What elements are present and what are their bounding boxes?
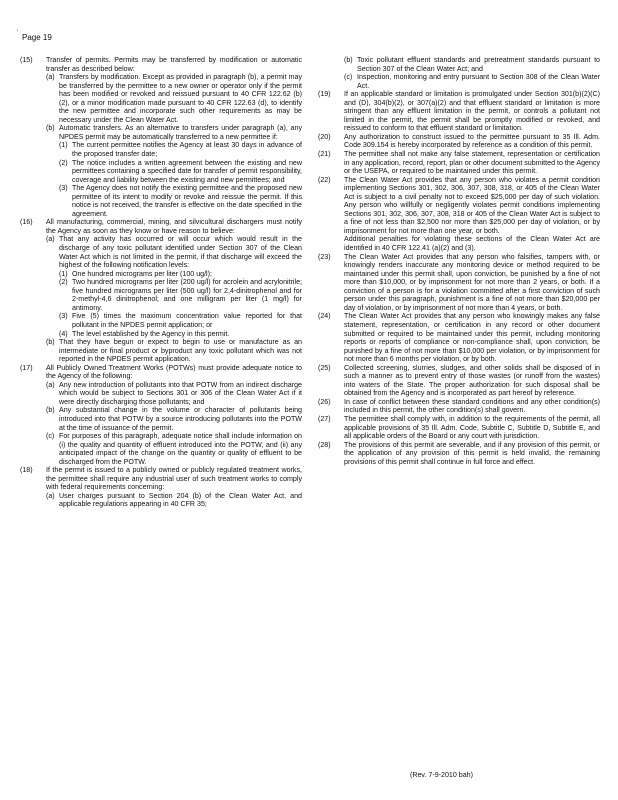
item-number: (a) <box>46 73 55 82</box>
item-text: The provisions of this permit are severable, and if any provision of this permit, or the application of any provision of this permit is held invalid, the remaining provisions of this permit shall continue in full force and effect. <box>344 440 600 466</box>
condition-16a4 <box>59 330 302 339</box>
item-text: All Publicly Owned Treatment Works (POTWs) must provide adequate notice to the Agency of the following: <box>46 363 302 381</box>
item-text: Any authorization to construct issued to the permittee pursuant to 35 Ill. Adm. Code 309.154 is hereby incorporated by reference as a condition of this permit. <box>344 132 600 150</box>
item-text: Toxic pollutant effluent standards and pretreatment standards pursuant to Section 307 of the Clean Water Act; and <box>357 56 600 73</box>
item-number: (18) <box>20 466 33 475</box>
condition-23 <box>318 253 600 313</box>
item-text: Inspection, monitoring and entry pursuant to Section 308 of the Clean Water Act. <box>357 73 600 90</box>
item-text: That they have begun or expect to begin to use or manufacture as an intermediate or final product or byproduct any toxic pollutant which was not reported in the NPDES permit application. <box>59 338 302 364</box>
item-text: The Agency does not notify the existing permittee and the proposed new permittee of its intent to modify or revoke and reissue the permit. If this notice is not received, the transfer is effective on the date specified in the agreement. <box>72 184 302 218</box>
right-column <box>318 56 600 466</box>
item-text: That any activity has occurred or will occur which would result in the discharge of any toxic pollutant identified under Section 307 of the Clean Water Act which is not limited in the permit, if that discharge will exceed the highest of the following notification levels: <box>59 235 302 270</box>
item-number: (4) <box>59 329 68 338</box>
condition-28 <box>318 441 600 467</box>
condition-19 <box>318 90 600 133</box>
condition-18b <box>318 56 600 90</box>
item-number: (1) <box>59 141 68 150</box>
item-text: Five (5) times the maximum concentration value reported for that pollutant in the NPDES permit application; or <box>72 312 302 329</box>
item-text: One hundred micrograms per liter (100 ug/l); <box>72 269 212 278</box>
condition-15b1 <box>59 141 302 158</box>
item-text-continued: Additional penalties for violating these sections of the Clean Water Act are identified in 40 CFR 122.41 (a)(2) and (3). <box>344 235 600 253</box>
item-number: (20) <box>318 132 331 141</box>
item-text: For purposes of this paragraph, adequate notice shall include information on (i) the quality and quantity of effluent introduced into the POTW, and (ii) any anticipated impact of the change on the quantity or quality of effluent to be discharged from the POTW. <box>59 432 302 466</box>
condition-22 <box>318 176 600 253</box>
item-text: The Clean Water Act provides that any person who falsifies, tampers with, or knowingly renders inaccurate any monitoring device or method required to be maintained under this permit shall, upon conviction, be punished by a fine of not more than $10,000, or by imprisonment for not more than 2 years, or both. If a conviction of a person is for a violation committed after a first conviction of such person under this paragraph, punishment is a fine of not more than $20,000 per day of violation, or by imprisonment of not more than 4 years, or both. <box>344 252 600 312</box>
item-number: (21) <box>318 150 331 159</box>
item-number: (28) <box>318 440 331 449</box>
condition-27 <box>318 415 600 441</box>
item-number: (1) <box>59 269 68 278</box>
item-number: (27) <box>318 414 331 423</box>
item-text: Two hundred micrograms per liter (200 ug/l) for acrolein and acrylonitrile; five hundred micrograms per liter (500 ug/l) for 2,4-dinitrophenol and for 2-methyl-4,6 dinitrophenol; and one milligram per liter (1 mg/l) for antimony. <box>72 278 302 312</box>
item-number: (c) <box>344 73 353 82</box>
condition-16 <box>20 218 302 363</box>
item-number: (19) <box>318 90 331 99</box>
item-number: (b) <box>46 406 55 415</box>
condition-21 <box>318 150 600 176</box>
condition-15b <box>46 124 302 218</box>
item-text: The level established by the Agency in this permit. <box>72 329 230 338</box>
condition-16a1 <box>59 270 302 279</box>
item-text: All manufacturing, commercial, mining, and silvicultural dischargers must notify the Agency as soon as they know or have reason to believe: <box>46 218 302 235</box>
item-number: (a) <box>46 491 55 500</box>
item-text: The permittee shall comply with, in addition to the requirements of the permit, all applicable provisions of 35 Ill. Adm. Code, Subtitle C, Subtitle D, Subtitle E, and all applicable orders of the Board or any court with jurisdiction. <box>344 414 600 441</box>
item-number: (24) <box>318 312 331 321</box>
item-number: (b) <box>46 124 55 133</box>
item-text: If the permit is issued to a publicly owned or publicly regulated treatment works, the permittee shall require any industrial user of such treatment works to comply with federal requirements concerning: <box>46 466 302 492</box>
item-text: Collected screening, slurries, sludges, and other solids shall be disposed of in such a manner as to prevent entry of those wastes (or runoff from the wastes) into waters of the State. The proper authorization for such disposal shall be obtained from the Agency and is incorporated as part hereof by reference. <box>344 363 600 398</box>
item-text: The Clean Water Act provides that any person who knowingly makes any false statement, representation, or certification in any record or other document submitted or required to be maintained under this permit, including monitoring reports or reports of compliance or non-compliance shall, upon conviction, be punished by a fine of not more than $10,000 per violation, or by imprisonment for not more than 6 months per violation, or by both. <box>344 312 600 364</box>
item-number: (a) <box>46 235 55 244</box>
item-number: (2) <box>59 278 68 287</box>
condition-18c <box>344 73 600 90</box>
item-text: If an applicable standard or limitation is promulgated under Section 301(b)(2)(C) and (D), 304(b)(2), or 307(a)(2) and that effluent standard or limitation is more stringent than any effluent limitation in the permit, or controls a pollutant not limited in the permit, the permit shall be promptly modified or revoked, and reissued to conform to that effluent standard or limitation. <box>344 90 600 133</box>
left-column <box>20 56 302 509</box>
condition-15b2 <box>59 159 302 185</box>
item-text: User charges pursuant to Section 204 (b) of the Clean Water Act, and applicable regulations appearing in 40 CFR 35; <box>59 491 302 509</box>
item-number: (a) <box>46 380 55 389</box>
item-text: In case of conflict between these standard conditions and any other condition(s) included in this permit, the other condition(s) shall govern. <box>344 397 600 415</box>
item-number: (b) <box>344 56 353 64</box>
condition-24 <box>318 312 600 363</box>
condition-15 <box>20 56 302 218</box>
item-number: (c) <box>46 432 55 441</box>
condition-15a <box>46 73 302 124</box>
condition-17c <box>46 432 302 466</box>
item-number: (2) <box>59 158 68 167</box>
condition-17a <box>46 381 302 407</box>
condition-16a <box>46 235 302 338</box>
item-text: The notice includes a written agreement between the existing and new permittees containing a specified date for transfer of permit responsibility, coverage and liability between the existing and new permittees; and <box>72 158 302 184</box>
condition-18b-inner <box>344 56 600 73</box>
item-number: (b) <box>46 338 55 347</box>
item-number: (3) <box>59 312 68 321</box>
item-number: (23) <box>318 252 331 261</box>
item-text: The Clean Water Act provides that any person who violates a permit condition implementing Sections 301, 302, 306, 307, 308, 318, or 405 of the Clean Water Act is subject to a civil penalty not to exceed $25,000 per day of such violation. Any person who willfully or negligently violates permit conditions implementing Sections 301, 302, 306, 307, 308, 318 or 405 of the Clean Water Act is subject to a fine of not less than $2,500 nor more than $25,000 per day of violation, or by imprisonment for not more than one year, or both. <box>344 175 600 235</box>
condition-25 <box>318 364 600 398</box>
item-text: Transfers by modification. Except as provided in paragraph (b), a permit may be transferred by the permittee to a new owner or operator only if the permit has been modified or revoked and reissued pursuant to 40 CFR 122.62 (b) (2), or a minor modification made pursuant to 40 CFR 122.63 (d), to identify the new permittee and incorporate such other requirements as may be necessary under the Clean Water Act. <box>59 73 302 124</box>
condition-18 <box>20 466 302 509</box>
item-number: (15) <box>20 56 33 64</box>
page-number: Page 19 <box>22 33 52 42</box>
item-number: (3) <box>59 184 68 193</box>
item-text: Transfer of permits. Permits may be transferred by modification or automatic transfer as described below: <box>46 56 302 73</box>
condition-17 <box>20 364 302 467</box>
condition-20 <box>318 133 600 150</box>
item-text: Any new introduction of pollutants into that POTW from an indirect discharge which would be subject to Sections 301 or 306 of the Clean Water Act if it were directly discharging those pollutants; and <box>59 380 302 406</box>
item-text: Automatic transfers. As an alternative to transfers under paragraph (a), any NPDES permit may be automatically transferred to a new permittee if: <box>59 124 302 141</box>
item-number: (17) <box>20 363 33 372</box>
condition-16a2 <box>59 278 302 312</box>
item-number: (22) <box>318 175 331 184</box>
item-text: The permittee shall not make any false statement, representation or certification in any application, record, report, plan or other document submitted to the Agency or the USEPA, or required to be maintained under this permit. <box>344 150 600 176</box>
item-text: Any substantial change in the volume or character of pollutants being introduced into that POTW by a source introducing pollutants into the POTW at the time of issuance of the permit. <box>59 406 302 432</box>
condition-17b <box>46 406 302 432</box>
condition-15b3 <box>59 184 302 218</box>
condition-26 <box>318 398 600 415</box>
condition-18a <box>46 492 302 509</box>
item-number: (16) <box>20 218 33 227</box>
item-number: (26) <box>318 397 331 406</box>
item-text: The current permittee notifies the Agency at least 30 days in advance of the proposed transfer date; <box>72 141 302 159</box>
revision-footer: (Rev. 7-9-2010 bah) <box>410 771 473 779</box>
condition-16a3 <box>59 312 302 329</box>
condition-16b <box>46 338 302 364</box>
item-number: (25) <box>318 363 331 372</box>
scan-mark: ' <box>17 30 19 36</box>
